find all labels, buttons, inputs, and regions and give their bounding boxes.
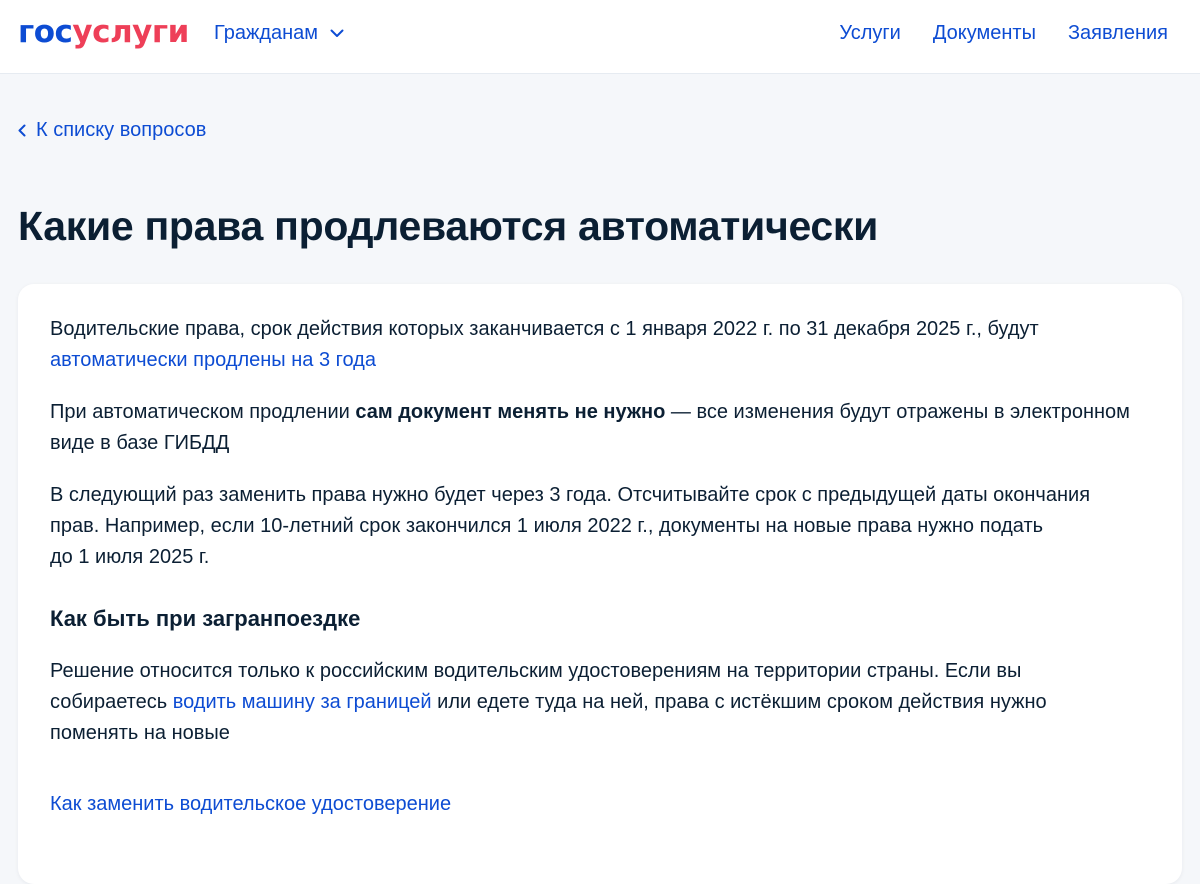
top-header [0, 0, 1200, 74]
section-heading-abroad: Как быть при загранпоездке [50, 606, 361, 631]
paragraph-no-replacement-bold: сам документ менять не нужно [355, 401, 666, 423]
paragraph-no-replacement-after: — все изменения будут отражены в электронном виде в базе ГИБДД [50, 401, 1130, 454]
paragraph-abroad [50, 656, 1160, 749]
gosuslugi-logo[interactable] [18, 12, 189, 52]
chevron-down-icon [330, 29, 344, 38]
paragraph-auto-renewal [50, 314, 1160, 376]
paragraph-no-replacement [50, 397, 1160, 459]
paragraph-next-replacement-line1: В следующий раз заменить права нужно будет через 3 года. Отсчитывайте срок с предыдущей даты окончания [50, 484, 1091, 506]
replace-license-link[interactable]: Как заменить водительское удостоверение [50, 793, 452, 815]
chevron-left-icon [18, 124, 26, 137]
paragraph-abroad-after-link: или едете туда на ней, права с истёкшим сроком действия нужно [431, 691, 1047, 713]
back-to-questions-link[interactable] [18, 119, 206, 142]
back-link-label: К списку вопросов [36, 119, 207, 141]
paragraph-abroad-line1: Решение относится только к российским водительским удостоверениям на территории страны. Если вы [50, 660, 1022, 682]
paragraph-next-replacement-line2: прав. Например, если 10-летний срок закончился 1 июля 2022 г., документы на новые права нужно подать [50, 515, 1044, 537]
nav-documents-link[interactable]: Документы [932, 21, 1036, 44]
paragraph-next-replacement [50, 480, 1160, 573]
page-title: Какие права продлеваются автоматически [18, 203, 879, 249]
paragraph-auto-renewal-text: Водительские права, срок действия которых заканчивается с 1 января 2022 г. по 31 декабря 2025 г., будут [50, 318, 1039, 340]
top-nav [839, 20, 1168, 46]
drive-abroad-link[interactable]: водить машину за границей [172, 691, 432, 713]
paragraph-no-replacement-before: При автоматическом продлении [50, 401, 356, 423]
nav-services-link[interactable]: Услуги [839, 21, 901, 44]
audience-dropdown[interactable] [214, 20, 344, 46]
answer-card [18, 284, 1182, 884]
answer-content [50, 314, 1160, 820]
logo-part-gos: гос [18, 14, 73, 50]
auto-renewal-link[interactable]: автоматически продлены на 3 года [50, 349, 376, 371]
logo-part-uslugi: услуги [72, 14, 189, 50]
nav-applications-link[interactable]: Заявления [1067, 21, 1168, 44]
audience-label: Гражданам [214, 21, 319, 44]
paragraph-next-replacement-line3: до 1 июля 2025 г. [50, 546, 210, 568]
paragraph-abroad-line3: поменять на новые [50, 722, 230, 744]
paragraph-abroad-before-link: собираетесь [50, 691, 173, 713]
